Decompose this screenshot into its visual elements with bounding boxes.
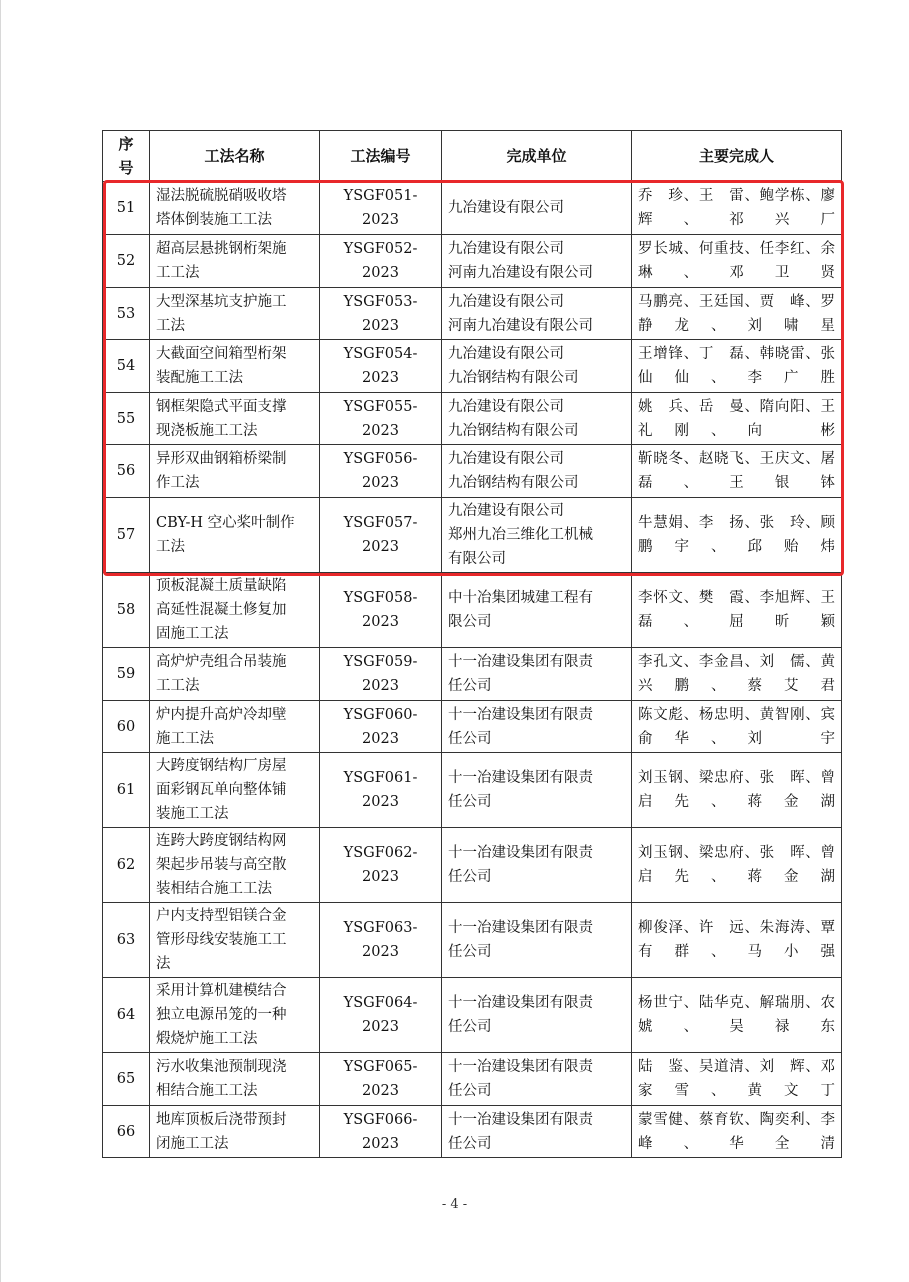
completion-unit: 十一冶建设集团有限责 任公司	[442, 978, 632, 1053]
method-code: YSGF065-2023	[320, 1053, 442, 1106]
completion-unit: 十一冶建设集团有限责 任公司	[442, 753, 632, 828]
method-code: YSGF062-2023	[320, 828, 442, 903]
completion-unit: 九冶建设有限公司 河南九冶建设有限公司	[442, 235, 632, 288]
method-code: YSGF058-2023	[320, 573, 442, 648]
table-row	[103, 288, 842, 340]
header-people: 主要完成人	[632, 131, 842, 182]
main-completers: 李孔文、李金昌、刘 儒、黄兴鹏、蔡艾君	[632, 648, 842, 701]
method-name: 采用计算机建模结合 独立电源吊笼的一种 煅烧炉施工工法	[150, 978, 320, 1053]
completion-unit: 十一冶建设集团有限责 任公司	[442, 1106, 632, 1158]
header-unit: 完成单位	[442, 131, 632, 182]
main-completers: 柳俊泽、许 远、朱海涛、覃有群、马小强	[632, 903, 842, 978]
main-completers: 牛慧娟、李 扬、张 玲、顾鹏宇、邱贻炜	[632, 498, 842, 573]
main-completers: 陆 鉴、吴道清、刘 辉、邓家雪、黄文丁	[632, 1053, 842, 1106]
method-code: YSGF060-2023	[320, 701, 442, 753]
completion-unit: 九冶建设有限公司	[442, 182, 632, 235]
table-header-row	[103, 131, 842, 182]
main-completers: 马鹏亮、王廷国、贾 峰、罗静龙、刘啸星	[632, 288, 842, 340]
method-code: YSGF052-2023	[320, 235, 442, 288]
row-number: 57	[103, 498, 150, 573]
row-number: 59	[103, 648, 150, 701]
main-completers: 罗长城、何重技、任李红、余 琳、邓卫贤	[632, 235, 842, 288]
method-name: 户内支持型铝镁合金 管形母线安装施工工 法	[150, 903, 320, 978]
method-name: 污水收集池预制现浇 相结合施工工法	[150, 1053, 320, 1106]
method-name: 钢框架隐式平面支撑 现浇板施工工法	[150, 393, 320, 445]
main-completers: 乔 珍、王 雷、鲍学栋、廖 辉、祁兴厂	[632, 182, 842, 235]
method-code: YSGF066-2023	[320, 1106, 442, 1158]
completion-unit: 九冶建设有限公司 河南九冶建设有限公司	[442, 288, 632, 340]
method-name: 超高层悬挑钢桁架施 工工法	[150, 235, 320, 288]
table-row	[103, 648, 842, 701]
method-name: 高炉炉壳组合吊装施 工工法	[150, 648, 320, 701]
method-code: YSGF054-2023	[320, 340, 442, 393]
completion-unit: 九冶建设有限公司 九冶钢结构有限公司	[442, 393, 632, 445]
table-row	[103, 903, 842, 978]
main-completers: 李怀文、樊 霞、李旭辉、王磊、屈昕颖	[632, 573, 842, 648]
row-number: 64	[103, 978, 150, 1053]
method-code: YSGF057-2023	[320, 498, 442, 573]
completion-unit: 十一冶建设集团有限责 任公司	[442, 701, 632, 753]
method-code: YSGF064-2023	[320, 978, 442, 1053]
main-completers: 姚 兵、岳 曼、隋向阳、王礼刚、向 彬	[632, 393, 842, 445]
row-number: 54	[103, 340, 150, 393]
table-row	[103, 445, 842, 498]
table-row	[103, 573, 842, 648]
table-row	[103, 701, 842, 753]
method-name: 连跨大跨度钢结构网 架起步吊装与高空散 装相结合施工工法	[150, 828, 320, 903]
main-completers: 杨世宁、陆华克、解瑞朋、农 婋、吴禄东	[632, 978, 842, 1053]
table-row	[103, 753, 842, 828]
completion-unit: 十一冶建设集团有限责 任公司	[442, 648, 632, 701]
method-code: YSGF061-2023	[320, 753, 442, 828]
main-completers: 蒙雪健、蔡育钦、陶奕利、李 峰、华全清	[632, 1106, 842, 1158]
row-number: 51	[103, 182, 150, 235]
row-number: 52	[103, 235, 150, 288]
method-name: 地库顶板后浇带预封 闭施工工法	[150, 1106, 320, 1158]
completion-unit: 中十冶集团城建工程有 限公司	[442, 573, 632, 648]
row-number: 55	[103, 393, 150, 445]
row-number: 53	[103, 288, 150, 340]
main-completers: 刘玉钢、梁忠府、张 晖、曾启先、蒋金湖	[632, 828, 842, 903]
table-row	[103, 1106, 842, 1158]
main-completers: 靳晓冬、赵晓飞、王庆文、屠 磊、王银钵	[632, 445, 842, 498]
method-code: YSGF056-2023	[320, 445, 442, 498]
page-number: - 4 -	[441, 1197, 468, 1212]
completion-unit: 九冶建设有限公司 九冶钢结构有限公司	[442, 445, 632, 498]
table-row	[103, 1053, 842, 1106]
method-name: 湿法脱硫脱硝吸收塔 塔体倒装施工工法	[150, 182, 320, 235]
row-number: 63	[103, 903, 150, 978]
method-name: 大截面空间箱型桁架 装配施工工法	[150, 340, 320, 393]
table-row	[103, 182, 842, 235]
method-code: YSGF059-2023	[320, 648, 442, 701]
header-name: 工法名称	[150, 131, 320, 182]
method-name: CBY-H 空心桨叶制作 工法	[150, 498, 320, 573]
row-number: 58	[103, 573, 150, 648]
main-completers: 刘玉钢、梁忠府、张 晖、曾启先、蒋金湖	[632, 753, 842, 828]
row-number: 60	[103, 701, 150, 753]
main-completers: 王增锋、丁 磊、韩晓雷、张仙仙、李广胜	[632, 340, 842, 393]
table-row	[103, 828, 842, 903]
method-code: YSGF063-2023	[320, 903, 442, 978]
method-name: 顶板混凝土质量缺陷 高延性混凝土修复加 固施工工法	[150, 573, 320, 648]
row-number: 62	[103, 828, 150, 903]
table-row	[103, 498, 842, 573]
row-number: 61	[103, 753, 150, 828]
table-row	[103, 340, 842, 393]
header-no: 序 号	[103, 131, 150, 182]
completion-unit: 十一冶建设集团有限责 任公司	[442, 828, 632, 903]
method-name: 大跨度钢结构厂房屋 面彩钢瓦单向整体铺 装施工工法	[150, 753, 320, 828]
method-name: 异形双曲钢箱桥梁制 作工法	[150, 445, 320, 498]
table-row	[103, 978, 842, 1053]
method-name: 大型深基坑支护施工 工法	[150, 288, 320, 340]
table-row	[103, 393, 842, 445]
row-number: 66	[103, 1106, 150, 1158]
method-code: YSGF055-2023	[320, 393, 442, 445]
completion-unit: 九冶建设有限公司 郑州九冶三维化工机械 有限公司	[442, 498, 632, 573]
page-edge	[0, 0, 1, 1282]
row-number: 56	[103, 445, 150, 498]
method-code: YSGF053-2023	[320, 288, 442, 340]
header-code: 工法编号	[320, 131, 442, 182]
award-table	[102, 130, 850, 1158]
completion-unit: 十一冶建设集团有限责 任公司	[442, 903, 632, 978]
completion-unit: 十一冶建设集团有限责 任公司	[442, 1053, 632, 1106]
completion-unit: 九冶建设有限公司 九冶钢结构有限公司	[442, 340, 632, 393]
method-code: YSGF051-2023	[320, 182, 442, 235]
method-name: 炉内提升高炉冷却壁 施工工法	[150, 701, 320, 753]
main-completers: 陈文彪、杨忠明、黄智刚、宾俞华、刘 宇	[632, 701, 842, 753]
table-row	[103, 235, 842, 288]
row-number: 65	[103, 1053, 150, 1106]
